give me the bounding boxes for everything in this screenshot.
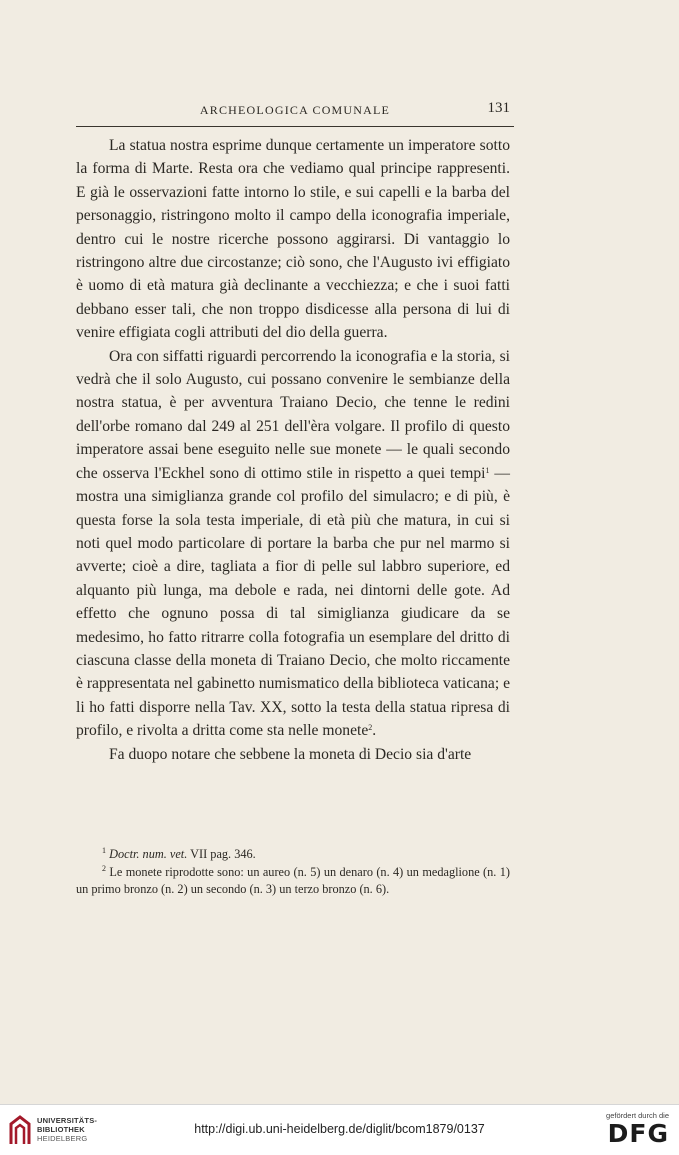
footnote-1-title: Doctr. num. vet. (109, 847, 188, 861)
body-text (76, 134, 510, 766)
running-head (76, 100, 514, 120)
footnote-marker-2: 2 (102, 863, 106, 873)
permalink-url[interactable]: http://digi.ub.uni-heidelberg.de/diglit/bcom1879/0137 (194, 1122, 485, 1136)
running-head-title: ARCHEOLOGICA COMUNALE (199, 103, 391, 117)
paragraph-1: La statua nostra esprime dunque certamente un imperatore sotto la forma di Marte. Resta ora che vediamo qual principe rappresenti. E già le osservazioni fatte intorno lo stile, e sui capelli e la barba del personaggio, ristringono molto il campo della iconografia imperiale, dentro cui le nostre ricerche possono aggirarsi. Di vantaggio lo ristringono altre due circostanze; ciò sono, che l'Augusto ivi effigiato è uomo di età matura già declinante a vecchiezza; e che i suoi fatti debbano esser tali, che non troppo disdicesse alla persona di lui di venire effigiata cogli attributi del dio della guerra. (76, 137, 510, 342)
footnote-ref-1: 1 (485, 465, 490, 475)
footnote-1 (76, 846, 510, 864)
library-name-line-1: UNIVERSITÄTS- (37, 1116, 98, 1125)
funding-note: gefördert durch die (606, 1111, 669, 1120)
paragraph-2 (76, 345, 510, 743)
paragraph-2-part-2: — mostra una simiglianza grande col profilo del simulacro; e di più, è questa forse la sola testa imperiale, di età più che matura, in cui si noti quel modo particolare di portare la barba che pur nel marmo si avverte; cioè a dire, tagliata a fior di pelle sul labbro superiore, ed alquanto più lunga, ma debole e rada, nei dintorni delle gote. Ad effetto che ognuno possa di tal simiglianza giudicare da se medesimo, ho fatto ritrarre colla fotografia un esemplare del dritto di ciascuna classe della moneta di Traiano Decio, che molto riccamente è rappresentata nel gabinetto numismatico della biblioteca vaticana; e li ho fatti disporre nella Tav. XX, sotto la testa della statua ripresa di profilo, e rivolta a dritta come sta nelle monete (76, 464, 510, 740)
paragraph-3: Fa duopo notare che sebbene la moneta di Decio sia d'arte (109, 745, 472, 763)
funder-block (589, 1111, 669, 1148)
viewer-footer (0, 1104, 679, 1155)
footnote-1-text: VII pag. 346. (187, 847, 256, 861)
header-rule (76, 126, 514, 127)
footnote-marker-1: 1 (102, 846, 106, 855)
footnote-ref-2: 2 (368, 723, 373, 733)
footnote-2 (76, 864, 510, 899)
paragraph-2-part-3: . (372, 722, 377, 740)
library-name-line-3: HEIDELBERG (37, 1134, 88, 1143)
paragraph-2-part-1: Ora con siffatti riguardi percorrendo la iconografia e la storia, si vedrà che il solo Augusto, cui possano convenire le sembianze della nostra statua, è per avventura Traiano Decio, che tenne le redini dell'orbe romano dal 249 al 251 dell'èra volgare. Il profilo di questo imperatore assai bene eseguito nelle sue monete — le quali secondo che osserva l'Eckhel sono di ottimo stile in rispetto a quei tempi (76, 347, 510, 482)
footnotes (76, 846, 510, 899)
library-name-line-2: BIBLIOTHEK (37, 1125, 85, 1134)
footnote-2-text: Le monete riprodotte sono: un aureo (n. 5) un denaro (n. 4) un medaglione (n. 1) un primo bronzo (n. 2) un secondo (n. 3) un terzo bronzo (n. 6). (76, 864, 510, 896)
dfg-logo: DFG (607, 1119, 669, 1148)
page-number: 131 (487, 100, 510, 116)
